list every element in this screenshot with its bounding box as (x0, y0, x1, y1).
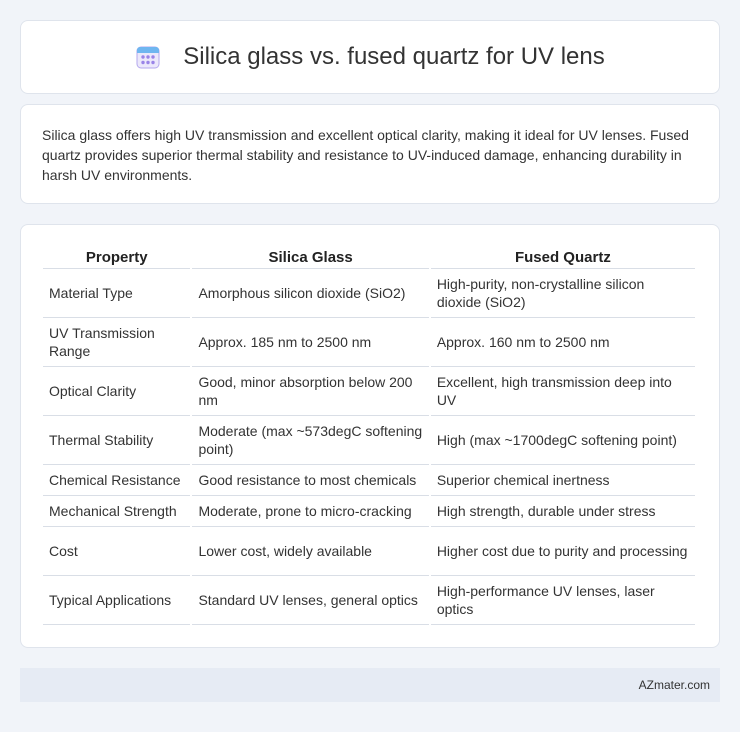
cell-silica-glass: Standard UV lenses, general optics (192, 576, 428, 625)
table-header-row (43, 245, 695, 269)
column-header-property: Property (43, 245, 190, 269)
table-row (43, 416, 695, 465)
cell-silica-glass: Good resistance to most chemicals (192, 465, 428, 496)
cell-fused-quartz: High strength, durable under stress (431, 496, 695, 527)
column-header-fused-quartz: Fused Quartz (431, 245, 695, 269)
summary-text: Silica glass offers high UV transmission and excellent optical clarity, making it ideal for UV lenses. Fused quartz provides superior thermal stability and resistance to UV-induced damage, enhancing durability in harsh UV environments. (42, 127, 689, 183)
cell-silica-glass: Good, minor absorption below 200 nm (192, 367, 428, 416)
cell-fused-quartz: Approx. 160 nm to 2500 nm (431, 318, 695, 367)
cell-silica-glass: Approx. 185 nm to 2500 nm (192, 318, 428, 367)
cell-property: Mechanical Strength (43, 496, 190, 527)
cell-silica-glass: Moderate, prone to micro-cracking (192, 496, 428, 527)
cell-fused-quartz: Superior chemical inertness (431, 465, 695, 496)
table-row (43, 318, 695, 367)
cell-property: Chemical Resistance (43, 465, 190, 496)
calendar-grid-icon (135, 44, 161, 70)
table-row (43, 527, 695, 576)
page-title: Silica glass vs. fused quartz for UV lens (183, 43, 605, 70)
comparison-table-card (20, 224, 720, 648)
cell-fused-quartz: Higher cost due to purity and processing (431, 527, 695, 576)
cell-fused-quartz: High-purity, non-crystalline silicon dioxide (SiO2) (431, 269, 695, 318)
comparison-table (41, 245, 697, 625)
table-row (43, 496, 695, 527)
footer-site-link[interactable]: AZmater.com (638, 678, 710, 692)
summary-card (20, 104, 720, 204)
table-row (43, 367, 695, 416)
cell-property: Typical Applications (43, 576, 190, 625)
cell-property: Optical Clarity (43, 367, 190, 416)
table-row (43, 465, 695, 496)
cell-silica-glass: Lower cost, widely available (192, 527, 428, 576)
cell-property: Cost (43, 527, 190, 576)
cell-silica-glass: Amorphous silicon dioxide (SiO2) (192, 269, 428, 318)
table-row (43, 576, 695, 625)
column-header-silica-glass: Silica Glass (192, 245, 428, 269)
cell-fused-quartz: High-performance UV lenses, laser optics (431, 576, 695, 625)
cell-property: Thermal Stability (43, 416, 190, 465)
table-row (43, 269, 695, 318)
cell-silica-glass: Moderate (max ~573degC softening point) (192, 416, 428, 465)
cell-fused-quartz: Excellent, high transmission deep into UV (431, 367, 695, 416)
cell-property: Material Type (43, 269, 190, 318)
title-card (20, 20, 720, 94)
cell-fused-quartz: High (max ~1700degC softening point) (431, 416, 695, 465)
footer (20, 668, 720, 702)
cell-property: UV Transmission Range (43, 318, 190, 367)
